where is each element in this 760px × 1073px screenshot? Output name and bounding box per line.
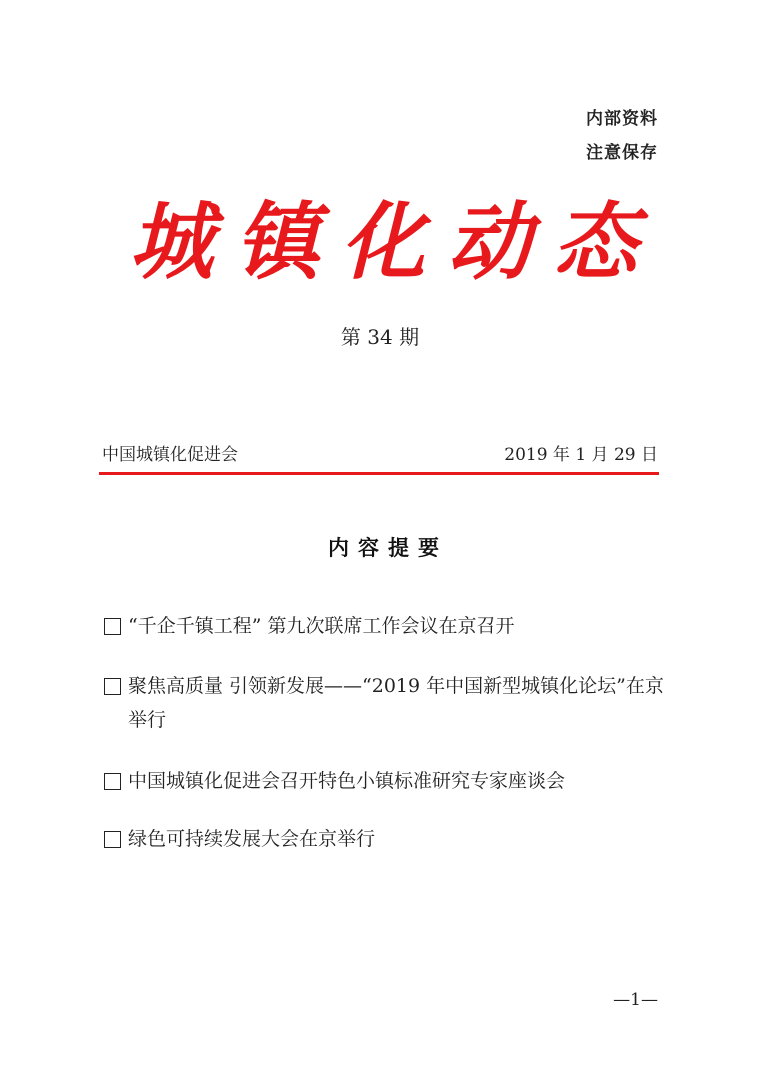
publisher-line — [102, 440, 658, 465]
summary-item — [104, 822, 674, 856]
summary-heading: 内容提要 — [328, 536, 448, 560]
summary-item-text: 绿色可持续发展大会在京举行 — [128, 828, 376, 850]
summary-item — [104, 609, 674, 643]
masthead-title: 城镇化动态 — [128, 192, 659, 291]
checkbox-icon — [104, 678, 121, 695]
summary-item-text: “千企千镇工程” 第九次联席工作会议在京召开 — [128, 615, 515, 637]
classification-label-internal: 内部资料 — [586, 109, 658, 129]
classification-label-keep: 注意保存 — [586, 143, 658, 163]
checkbox-icon — [104, 773, 121, 790]
issue-number: 第 34 期 — [340, 325, 420, 349]
page-number: —1— — [613, 990, 658, 1010]
summary-item-text: 中国城镇化促进会召开特色小镇标准研究专家座谈会 — [128, 770, 566, 792]
summary-item-text: 聚焦高质量 引领新发展——“2019 年中国新型城镇化论坛”在京举行 — [128, 675, 664, 731]
red-divider — [99, 472, 659, 475]
publisher-organization: 中国城镇化促进会 — [102, 445, 238, 465]
checkbox-icon — [104, 831, 121, 848]
summary-item — [104, 669, 674, 737]
checkbox-icon — [104, 618, 121, 635]
summary-item — [104, 764, 674, 798]
publish-date: 2019 年 1 月 29 日 — [504, 445, 658, 465]
